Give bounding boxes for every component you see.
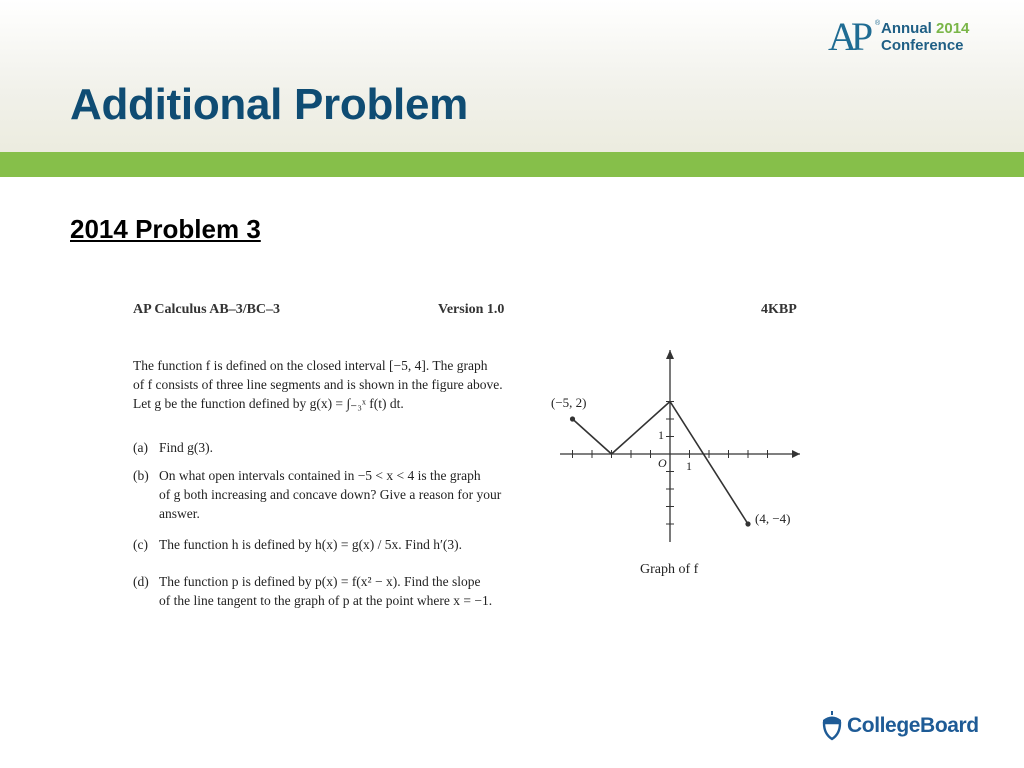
part-b-label: (b)	[133, 468, 149, 483]
part-b-line1: On what open intervals contained in −5 < x < 4 is the graph	[159, 468, 481, 483]
problem-intro-line2: of f consists of three line segments and is shown in the figure above.	[133, 377, 503, 392]
label-start-point: (−5, 2)	[551, 395, 587, 410]
part-d-label: (d)	[133, 574, 149, 589]
slide-subtitle: 2014 Problem 3	[70, 214, 261, 244]
acorn-icon	[820, 710, 844, 740]
ap-annual-conference-logo	[828, 14, 988, 59]
part-b-line2: of g both increasing and concave down? Give a reason for your	[159, 487, 502, 502]
label-origin: O	[658, 456, 667, 470]
label-end-point: (4, −4)	[755, 511, 791, 526]
graph-of-f	[551, 342, 805, 552]
part-d-line1: The function p is defined by p(x) = f(x² − x). Find the slope	[159, 574, 481, 589]
exam-version: Version 1.0	[438, 302, 505, 317]
ap-logo-line1	[881, 20, 969, 37]
ap-logo-mark: AP	[828, 14, 868, 59]
part-c-label: (c)	[133, 537, 148, 552]
ap-logo-trademark: ®	[875, 20, 881, 27]
y-axis-arrow	[666, 350, 674, 359]
ap-logo-year: 2014	[936, 20, 970, 37]
graph-caption: Graph of f	[640, 562, 699, 577]
part-a	[133, 438, 543, 457]
slide-title: Additional Problem	[70, 80, 468, 129]
label-x-one: 1	[686, 459, 692, 473]
collegeboard-wordmark: CollegeBoard	[847, 714, 979, 737]
header-accent-band	[0, 152, 1024, 177]
part-b-line3: answer.	[159, 506, 200, 521]
part-a-label: (a)	[133, 440, 148, 455]
part-b	[133, 466, 543, 523]
part-c-text: The function h is defined by h(x) = g(x) / 5x. Find h′(3).	[159, 537, 463, 552]
start-point	[570, 416, 575, 421]
ap-logo-conference: Conference	[881, 37, 964, 54]
part-c	[133, 535, 543, 554]
collegeboard-logo	[820, 710, 990, 742]
part-d-line2: of the line tangent to the graph of p at the point where x = −1.	[159, 593, 493, 608]
problem-intro-line3: Let g be the function defined by g(x) = ∫₋₃ˣ f(t) dt.	[133, 396, 404, 411]
end-point	[745, 521, 750, 526]
problem-intro	[133, 356, 543, 413]
label-y-one: 1	[658, 428, 664, 442]
part-a-text: Find g(3).	[159, 440, 213, 455]
part-d	[133, 572, 543, 610]
exam-problem-image	[125, 292, 845, 627]
x-axis-arrow	[792, 450, 800, 458]
exam-course: AP Calculus AB–3/BC–3	[133, 302, 281, 317]
exam-form-code: 4KBP	[761, 302, 797, 317]
ap-logo-annual: Annual	[881, 20, 932, 37]
problem-intro-line1: The function f is defined on the closed interval [−5, 4]. The graph	[133, 358, 488, 373]
